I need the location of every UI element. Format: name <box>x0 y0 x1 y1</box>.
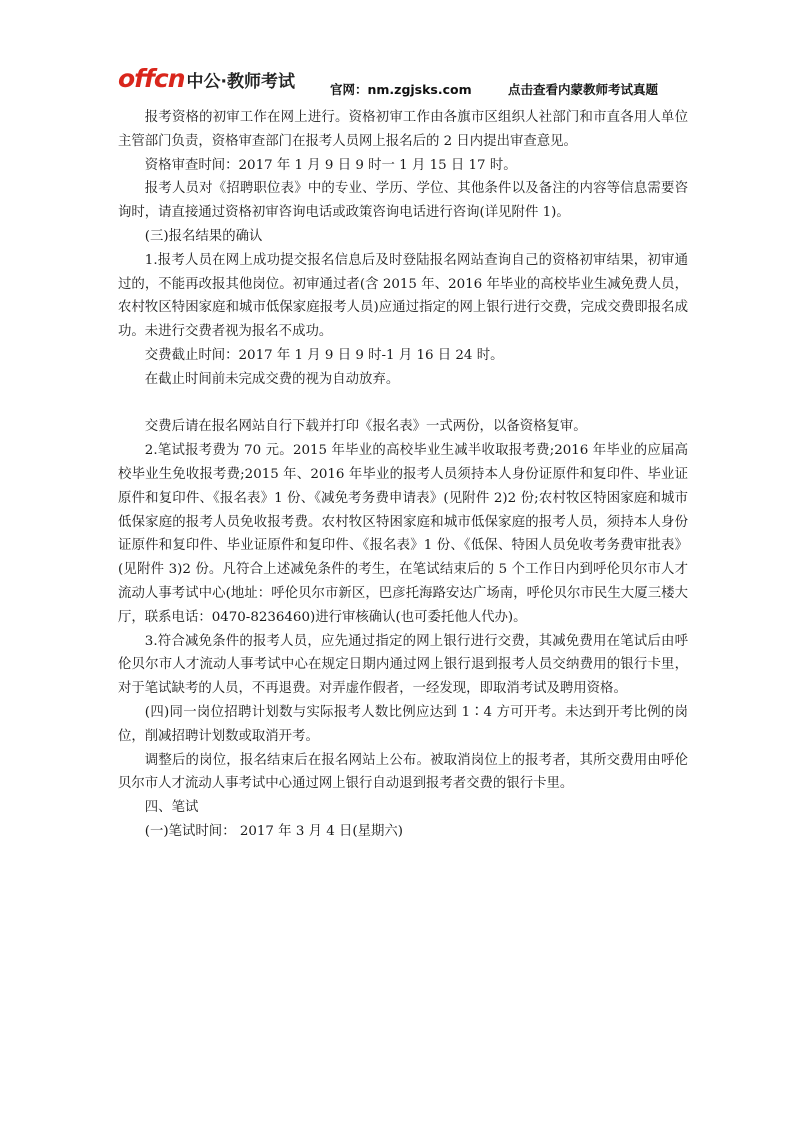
paragraph: 报考人员对《招聘职位表》中的专业、学历、学位、其他条件以及备注的内容等信息需要咨询时，请直接通过资格初审咨询电话或政策咨询电话进行咨询(详见附件 1)。 <box>118 181 688 221</box>
paragraph: 1.报考人员在网上成功提交报名信息后及时登陆报名网站查询自己的资格初审结果，初审通过的，不能再改报其他岗位。初审通过者(含 2015 年、2016 年毕业的高校毕业生减免费人员，农村牧区特困家庭和城市低保家庭报考人员)应通过指定的网上银行进行交费，完成交费即报名成功。未进行交费者视为报名不成功。 <box>118 252 688 340</box>
paragraph: 资格审查时间：2017 年 1 月 9 日 9 时一 1 月 15 日 17 时。 <box>144 157 517 173</box>
paragraph: 报考资格的初审工作在网上进行。资格初审工作由各旗市区组织人社部门和市直各用人单位主管部门负责，资格审查部门在报考人员网上报名后的 2 日内提出审查意见。 <box>118 110 688 149</box>
paragraph: (一)笔试时间： 2017 年 3 月 4 日(星期六) <box>144 823 404 839</box>
paragraph: 交费后请在报名网站自行下载并打印《报名表》一式两份，以备资格复审。 <box>144 419 587 435</box>
logo-org: 中公·教师考试 <box>186 72 296 92</box>
blank-line <box>118 392 688 416</box>
section-heading: 四、笔试 <box>144 800 199 816</box>
document-body <box>118 106 688 844</box>
offcn-logo[interactable] <box>118 64 295 92</box>
paragraph: 2.笔试报考费为 70 元。2015 年毕业的高校毕业生减半收取报考费;2016 年毕业的应届高校毕业生免收报考费;2015 年、2016 年毕业的报考人员须持本人身份证原件和复印件、毕业证原件和复印件、《报名表》1 份、《减免考务费申请表》(见附件 2)2 份;农村牧区特困家庭和城市低保家庭的报考人员免收报考费。农村牧区特困家庭和城市低保家庭的报考人员，须持本人身份证原件和复印件、毕业证原件和复印件、《报名表》1 份、《低保、特困人员免收考务费审批表》(见附件 3)2 份。凡符合上述减免条件的考生，在笔试结束后的 5 个工作日内到呼伦贝尔市人才流动人事考试中心(地址：呼伦贝尔市新区，巴彦托海路安达广场南，呼伦贝尔市民生大厦三楼大厅，联系电话：0470-8236460)进行审核确认(也可委托他人代办)。 <box>118 443 688 625</box>
paragraph: (四)同一岗位招聘计划数与实际报考人数比例应达到 1∶4 方可开考。未达到开考比例的岗位，削减招聘计划数或取消开考。 <box>118 704 688 744</box>
paragraph: 3.符合减免条件的报考人员，应先通过指定的网上银行进行交费，其减免费用在笔试后由呼伦贝尔市人才流动人事考试中心在规定日期内通过网上银行退到报考人员交纳费用的银行卡里，对于笔试缺考的人员，不再退费。对弄虚作假者，一经发现，即取消考试及聘用资格。 <box>118 633 688 697</box>
paragraph: 交费截止时间：2017 年 1 月 9 日 9 时-1 月 16 日 24 时。 <box>144 347 504 363</box>
paragraph: 调整后的岗位，报名结束后在报名网站上公布。被取消岗位上的报考者，其所交费用由呼伦贝尔市人才流动人事考试中心通过网上银行自动退到报考者交费的银行卡里。 <box>118 752 688 792</box>
official-site-link[interactable]: 官网：nm.zgjsks.com <box>330 82 472 97</box>
logo-brand: offcn <box>118 64 185 93</box>
paragraph: 在截止时间前未完成交费的视为自动放弃。 <box>144 371 400 387</box>
exam-questions-link[interactable]: 点击查看内蒙教师考试真题 <box>508 82 659 97</box>
page-header <box>118 64 688 104</box>
section-heading: (三)报名结果的确认 <box>144 228 263 244</box>
